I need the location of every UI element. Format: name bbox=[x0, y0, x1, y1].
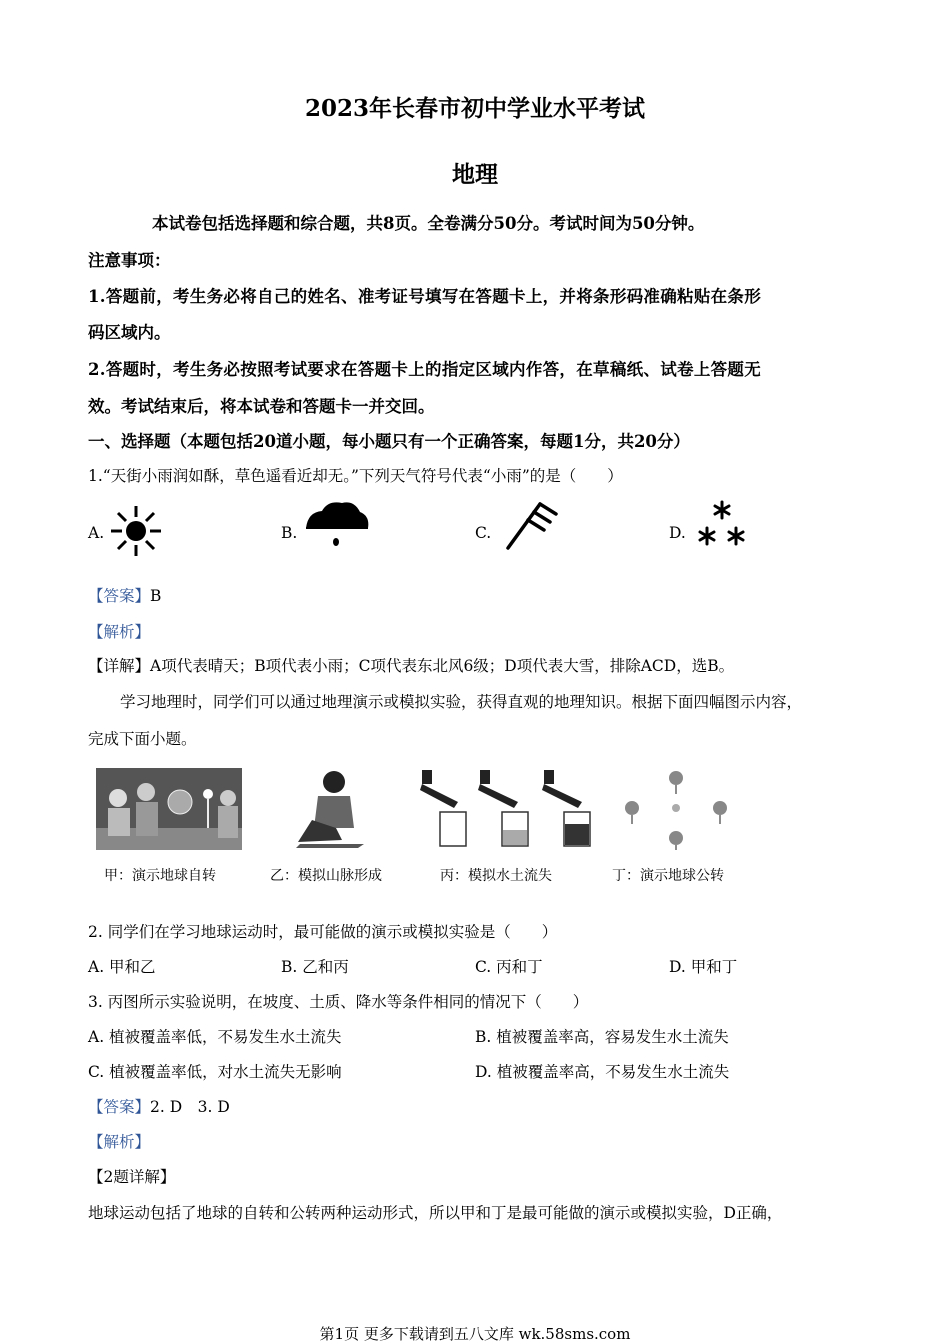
q3-stem: 3. 丙图所示实验说明，在坡度、土质、降水等条件相同的情况下（ ） bbox=[88, 993, 589, 1011]
q2-detail-text: 地球运动包括了地球的自转和公转两种运动形式，所以甲和丁是最可能做的演示或模拟实验，D正确， bbox=[88, 1204, 783, 1222]
notes-heading: 注意事项： bbox=[88, 251, 171, 270]
note-2-line-1: 2.答题时，考生务必按照考试要求在答题卡上的指定区域内作答，在草稿纸、试卷上答题无 bbox=[88, 360, 762, 379]
figure-caption-ding: 丁：演示地球公转 bbox=[612, 868, 724, 884]
note-2-line-2: 效。考试结束后，将本试卷和答题卡一并交回。 bbox=[88, 397, 435, 416]
figure-caption-bing: 丙：模拟水土流失 bbox=[440, 868, 552, 884]
q1-analysis-tag: 【解析】 bbox=[88, 623, 151, 641]
q1-option-b-label: B. bbox=[281, 524, 298, 542]
q1-detail: 【详解】A项代表晴天；B项代表小雨；C项代表东北风6级；D项代表大雪，排除ACD，选B。 bbox=[88, 657, 735, 675]
figure-caption-yi: 乙：模拟山脉形成 bbox=[270, 868, 382, 884]
passage-line-1: 学习地理时，同学们可以通过地理演示或模拟实验，获得直观的地理知识。根据下面四幅图示内容， bbox=[120, 693, 803, 711]
light-rain-symbol-icon bbox=[302, 498, 372, 550]
q23-analysis-tag: 【解析】 bbox=[88, 1133, 151, 1151]
q2-detail-tag: 【2题详解】 bbox=[88, 1168, 176, 1186]
q3-option-b: B. 植被覆盖率高，容易发生水土流失 bbox=[475, 1028, 729, 1046]
answer-value: B bbox=[150, 587, 162, 605]
page-footer: 第1页 更多下载请到五八文库 wk.58sms.com bbox=[319, 1325, 631, 1343]
passage-line-2: 完成下面小题。 bbox=[88, 730, 197, 748]
figure-soil-erosion-illustration bbox=[418, 768, 594, 850]
q1-answer bbox=[88, 584, 161, 606]
q3-option-d: D. 植被覆盖率高，不易发生水土流失 bbox=[475, 1063, 730, 1081]
note-1-line-1: 1.答题前，考生务必将自己的姓名、准考证号填写在答题卡上，并将条形码准确粘贴在条形 bbox=[88, 287, 762, 306]
figure-earth-revolution-illustration bbox=[620, 768, 732, 850]
intro-text: 本试卷包括选择题和综合题，共8页。全卷满分50分。考试时间为50分钟。 bbox=[152, 214, 705, 233]
q1-option-c-label: C. bbox=[475, 524, 492, 542]
q2-option-a: A. 甲和乙 bbox=[88, 958, 156, 976]
q1-option-a-label: A. bbox=[88, 524, 105, 542]
q2-stem: 2. 同学们在学习地球运动时，最可能做的演示或模拟实验是（ ） bbox=[88, 923, 558, 941]
q1-stem: 1.“天街小雨润如酥，草色遥看近却无。”下列天气符号代表“小雨”的是（ ） bbox=[88, 467, 623, 485]
q3-option-c: C. 植被覆盖率低，对水土流失无影响 bbox=[88, 1063, 342, 1081]
note-1-line-2: 码区域内。 bbox=[88, 323, 171, 342]
q2-option-b: B. 乙和丙 bbox=[281, 958, 349, 976]
answer-tag: 【答案】 bbox=[88, 587, 151, 605]
heavy-snow-symbol-icon bbox=[694, 498, 750, 550]
answer-tag: 【答案】 bbox=[88, 1098, 151, 1116]
figure-caption-jia: 甲：演示地球自转 bbox=[104, 868, 216, 884]
exam-title: 2023年长春市初中学业水平考试 bbox=[304, 95, 645, 122]
figure-mountain-formation-illustration bbox=[292, 768, 372, 850]
figure-earth-rotation-illustration bbox=[96, 768, 242, 850]
q1-option-d-label: D. bbox=[669, 524, 686, 542]
subject-title: 地理 bbox=[452, 161, 498, 188]
answer-value: 2. D 3. D bbox=[150, 1098, 230, 1116]
wind-symbol-icon bbox=[500, 498, 564, 554]
sunny-symbol-icon bbox=[108, 503, 164, 559]
q23-answer bbox=[88, 1095, 230, 1117]
q2-option-c: C. 丙和丁 bbox=[475, 958, 543, 976]
section-heading: 一、选择题（本题包括20道小题，每小题只有一个正确答案，每题1分，共20分） bbox=[88, 432, 690, 451]
q2-option-d: D. 甲和丁 bbox=[669, 958, 738, 976]
q3-option-a: A. 植被覆盖率低，不易发生水土流失 bbox=[88, 1028, 342, 1046]
